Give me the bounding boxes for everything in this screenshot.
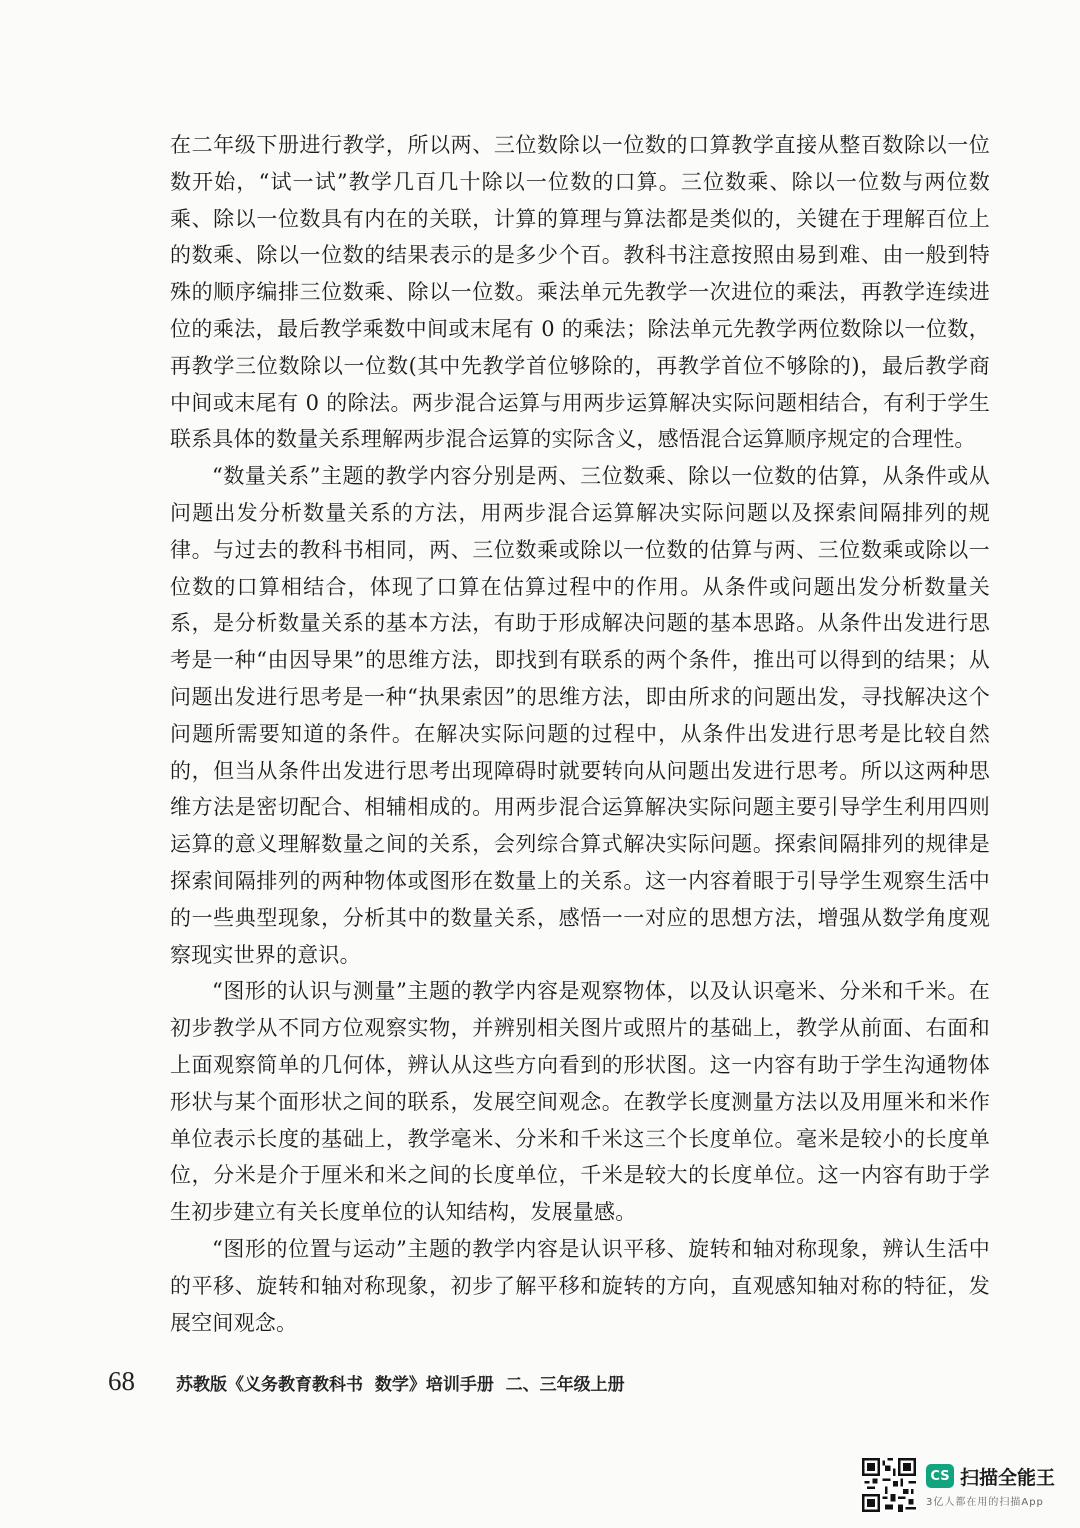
book-title: 苏教版《义务教育教科书 数学》培训手册 二、三年级上册	[176, 1375, 625, 1395]
paragraph-continued: 在二年级下册进行教学，所以两、三位数除以一位数的口算教学直接从整百数除以一位数开始，“试一试”教学几百几十除以一位数的口算。三位数乘、除以一位数与两位数乘、除以一位数具有内在的关联，计算的算理与算法都是类似的，关键在于理解百位上的数乘、除以一位数的结果表示的是多少个百。教科书注意按照由易到难、由一般到特殊的顺序编排三位数乘、除以一位数。乘法单元先教学一次进位的乘法，再教学连续进位的乘法，最后教学乘数中间或末尾有 0 的乘法；除法单元先教学两位数除以一位数，再教学三位数除以一位数(其中先教学首位够除的，再教学首位不够除的)，最后教学商中间或末尾有 0 的除法。两步混合运算与用两步运算解决实际问题相结合，有利于学生联系具体的数量关系理解两步混合运算的实际含义，感悟混合运算顺序规定的合理性。	[170, 133, 990, 452]
scanner-watermark	[862, 1458, 1055, 1512]
brand-name: 扫描全能王	[960, 1466, 1056, 1489]
paragraph-quantitative-relations: “数量关系”主题的教学内容分别是两、三位数乘、除以一位数的估算，从条件或从问题出发分析数量关系的方法，用两步混合运算解决实际问题以及探索间隔排列的规律。与过去的教科书相同，两、三位数乘或除以一位数的估算与两、三位数乘或除以一位数的口算相结合，体现了口算在估算过程中的作用。从条件或问题出发分析数量关系，是分析数量关系的基本方法，有助于形成解决问题的基本思路。从条件出发进行思考是一种“由因导果”的思维方法，即找到有联系的两个条件，推出可以得到的结果；从问题出发进行思考是一种“执果索因”的思维方法，即由所求的问题出发，寻找解决这个问题所需要知道的条件。在解决实际问题的过程中，从条件出发进行思考是比较自然的，但当从条件出发进行思考出现障碍时就要转向从问题出发进行思考。所以这两种思维方法是密切配合、相辅相成的。用两步混合运算解决实际问题主要引导学生利用四则运算的意义理解数量之间的关系，会列综合算式解决实际问题。探索间隔排列的规律是探索间隔排列的两种物体或图形在数量上的关系。这一内容着眼于引导学生观察生活中的一些典型现象，分析其中的数量关系，感悟一一对应的思想方法，增强从数学角度观察现实世界的意识。	[170, 464, 990, 967]
brand-slogan: 3亿人都在用的扫描App	[926, 1496, 1044, 1508]
page-number: 68	[108, 1366, 135, 1396]
page-footer	[108, 1366, 625, 1400]
brand-block	[926, 1463, 1055, 1508]
body-text	[170, 127, 990, 1341]
paragraph-shape-position-motion: “图形的位置与运动”主题的教学内容是认识平移、旋转和轴对称现象，辨认生活中的平移、旋转和轴对称现象，初步了解平移和旋转的方向，直观感知轴对称的特征，发展空间观念。	[170, 1236, 990, 1335]
qr-code-icon	[862, 1458, 916, 1512]
camscanner-logo-icon: CS	[926, 1464, 954, 1488]
paragraph-shape-measurement: “图形的认识与测量”主题的教学内容是观察物体，以及认识毫米、分米和千米。在初步教学从不同方位观察实物，并辨别相关图片或照片的基础上，教学从前面、右面和上面观察简单的几何体，辨认从这些方向看到的形状图。这一内容有助于学生沟通物体形状与某个面形状之间的联系，发展空间观念。在教学长度测量方法以及用厘米和米作单位表示长度的基础上，教学毫米、分米和千米这三个长度单位。毫米是较小的长度单位，分米是介于厘米和米之间的长度单位，千米是较大的长度单位。这一内容有助于学生初步建立有关长度单位的认知结构，发展量感。	[170, 979, 990, 1225]
